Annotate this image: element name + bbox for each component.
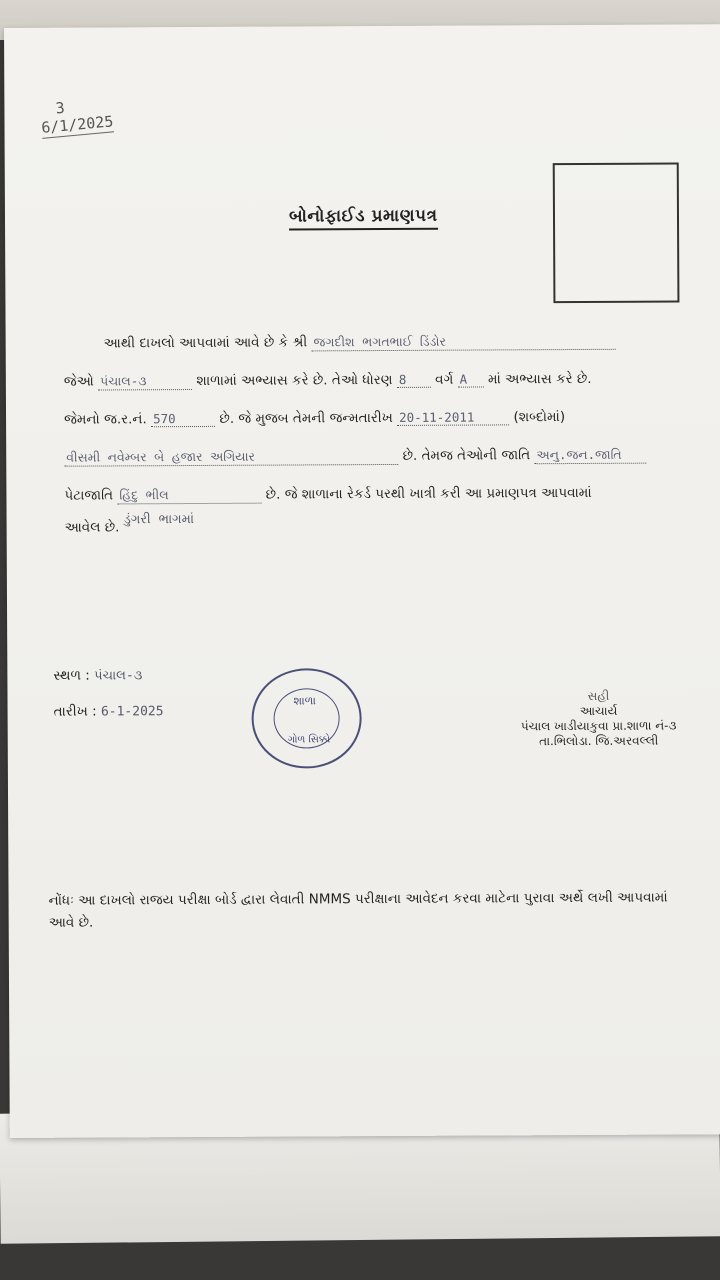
caste-field: અનુ.જન.જાતિ bbox=[534, 447, 646, 465]
body-line-3: જેમનો જ.ર.નં. 570 છે. જે મુજબ તેમની જન્મતારીખ 20-11-2011 (શબ્દોમાં) bbox=[64, 409, 566, 428]
principal-signature-block bbox=[493, 688, 703, 749]
school-location: તા.ભિલોડા. જિ.અરવલ્લી bbox=[539, 733, 659, 749]
reference-number: 3 bbox=[54, 98, 66, 118]
designation: આચાર્ય bbox=[579, 703, 618, 718]
date-line: તારીખ : 6-1-2025 bbox=[53, 703, 164, 720]
handwritten-remark: ડુંગરી ભાગમાં bbox=[123, 512, 195, 528]
signature: સહી bbox=[587, 688, 610, 703]
place-line: સ્થળ : પંચાલ-૩ bbox=[53, 667, 143, 684]
school-full-name: પંચાલ ખાડીયાકુવા પ્રા.શાળા નં-૩ bbox=[520, 718, 677, 734]
body-line-6: આવેલ છે. ડુંગરી ભાગમાં bbox=[64, 512, 195, 536]
school-seal-stamp bbox=[251, 668, 362, 769]
body-line-4: વીસમી નવેમ્બર બે હજાર અગિયાર છે. તેમજ તેઓની જાતિ અનુ.જન.જાતિ bbox=[64, 446, 704, 466]
birth-date-field: 20-11-2011 bbox=[397, 409, 509, 426]
photo-placeholder bbox=[553, 162, 680, 303]
place-value: પંચાલ-૩ bbox=[94, 668, 143, 684]
reference-note bbox=[39, 94, 114, 139]
body-line-1: આથી દાખલો આપવામાં આવે છે કે શ્રી જગદીશ ભગતભાઈ ડિંડોર bbox=[104, 332, 720, 352]
gr-number-field: 570 bbox=[151, 411, 215, 427]
division-field: A bbox=[458, 371, 484, 387]
student-name: જગદીશ ભગતભાઈ ડિંડોર bbox=[311, 333, 615, 352]
sub-caste-field: હિંદુ ભીલ bbox=[117, 487, 261, 505]
certificate-title: બોનોફાઈડ પ્રમાણપત્ર bbox=[289, 206, 438, 231]
date-value: 6-1-2025 bbox=[100, 704, 164, 720]
body-line-5: પેટાજાતિ હિંદુ ભીલ છે. જે શાળાના રેકર્ડ પરથી ખાત્રી કરી આ પ્રમાણપત્ર આપવામાં bbox=[64, 484, 592, 504]
birth-date-words-field: વીસમી નવેમ્બર બે હજાર અગિયાર bbox=[64, 448, 398, 467]
school-name-field: પંચાલ-૩ bbox=[98, 373, 192, 390]
seal-top-text: શાળા bbox=[293, 694, 317, 708]
seal-bottom-text: ગોળ સિક્કો bbox=[287, 734, 331, 746]
footnote: નોંધઃ આ દાખલો રાજય પરીક્ષા બોર્ડ દ્વારા લેવાતી NMMS પરીક્ષાના આવેદન કરવા માટેના પુરાવા અર્થે લખી આપવામાં આવે છે. bbox=[48, 889, 668, 931]
standard-field: 8 bbox=[397, 372, 431, 388]
body-line-2: જેઓ પંચાલ-૩ શાળામાં અભ્યાસ કરે છે. તેઓ ધોરણ 8 વર્ગ A માં અભ્યાસ કરે છે. bbox=[63, 370, 592, 390]
certificate-paper bbox=[4, 24, 720, 1138]
reference-date: 6/1/2025 bbox=[40, 112, 115, 137]
